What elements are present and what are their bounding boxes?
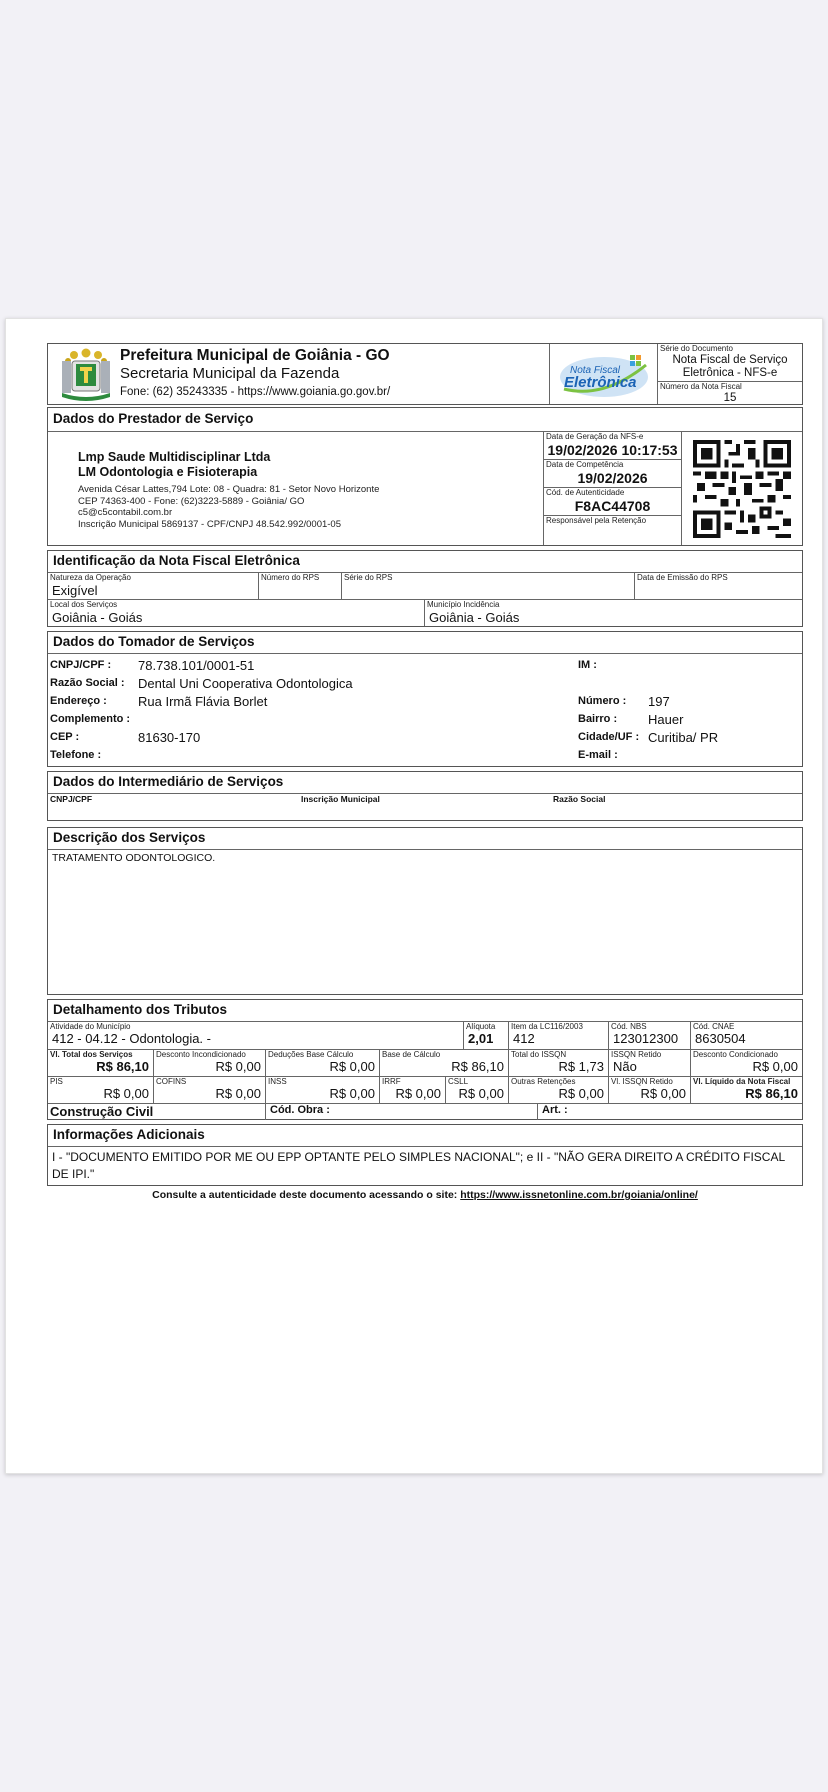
identificacao-title: Identificação da Nota Fiscal Eletrônica [48,551,802,573]
prestador-info: Lmp Saude Multidisciplinar Ltda LM Odontologia e Fisioterapia Avenida César Lattes,794 Lote: 08 - Quadra: 81 - Setor Novo Horizonte CEP 74363-400 - Fone: (62)3223-5889 - Goiânia/ GO c5@c5contabil.com.br Inscrição Municipal 5869137 - CPF/CNPJ 48.542.992/0001-05 [48,432,544,545]
prestador-title: Dados do Prestador de Serviço [48,408,802,432]
numero-nota: Número da Nota Fiscal 15 [660,382,742,404]
tomador-numero: 197 [648,693,670,709]
header-issuer [48,344,550,404]
goiania-crest-icon [58,347,114,401]
svg-text:Nota Fiscal: Nota Fiscal [569,365,620,376]
intermediario-title: Dados do Intermediário de Serviços [48,772,802,794]
data-geracao: 19/02/2026 10:17:53 [547,442,678,458]
descricao-text: TRATAMENTO ODONTOLOGICO. [52,852,216,864]
authenticity-footer: Consulte a autenticidade deste documento acessando o site: https://www.issnetonline.com.br/goiania/online/ [152,1189,698,1201]
descricao-title: Descrição dos Serviços [48,828,802,850]
cod-autenticidade: F8AC44708 [574,498,651,514]
aliquota: 2,01 [468,1031,494,1046]
total-issqn: R$ 1,73 [558,1059,604,1074]
informacoes-text: I - "DOCUMENTO EMITIDO POR ME OU EPP OPTANTE PELO SIMPLES NACIONAL"; e II - "NÃO GERA DIREITO A CRÉDITO FISCAL DE IPI." [52,1150,785,1181]
tomador-bairro: Hauer [648,711,684,727]
tributos-section: Detalhamento dos Tributos Atividade do Município 412 - 04.12 - Odontologia. - Alíquota 2,01 Item da LC116/2003 412 Cód. NBS 123012300 Cód. CNAE 8630504 Vl. Total dos Serviços R$ 86,10 Desconto Incondicionado R$ 0,00 Deduções Base Cálculo R$ 0,00 Base de Cálculo R$ 86,10 Total do ISSQN R$ 1,73 ISSQN Retido Não Desconto Condicionado R$ 0,00 PIS R$ 0,00 COFINS R$ 0,00 INSS R$ 0,00 IRRF R$ 0,00 CSLL R$ 0,00 Outras Retenções R$ 0,00 Vl. ISSQN Retido R$ 0,00 Vl. Líquido da Nota Fiscal R$ 86,10 Construção Civil Cód. Obra : Art. : [47,999,803,1120]
nfse-document [47,343,803,1201]
header-subtitle: Secretaria Municipal da Fazenda [120,365,340,382]
header-title: Prefeitura Municipal de Goiânia - GO [120,347,390,364]
informacoes-title: Informações Adicionais [48,1125,802,1147]
tomador-razao-social: Dental Uni Cooperativa Odontologica [138,675,353,691]
serie-documento: Série do Documento Nota Fiscal de Serviço Eletrônica - NFS-e [658,344,802,382]
prestador-dates: Data de Geração da NFS-e 19/02/2026 10:17:53 Data de Competência 19/02/2026 Cód. de Autenticidade F8AC44708 Responsável pela Retenção [544,432,682,545]
informacoes-section [47,1124,803,1186]
authenticity-link[interactable]: https://www.issnetonline.com.br/goiania/online/ [460,1189,698,1201]
tributos-title: Detalhamento dos Tributos [48,1000,802,1022]
svg-text:Eletrônica: Eletrônica [563,374,637,391]
header-contact: Fone: (62) 35243335 - https://www.goiania.go.gov.br/ [120,386,391,398]
atividade-municipio: 412 - 04.12 - Odontologia. - [52,1031,211,1046]
document-page [5,318,823,1474]
prestador-section [47,407,803,546]
tomador-title: Dados do Tomador de Serviços [48,632,802,654]
natureza-operacao: Exigível [52,583,98,598]
total-servicos: R$ 86,10 [96,1059,149,1074]
qr-code-icon [682,432,802,545]
nfe-logo-icon [550,344,658,404]
base-calculo: R$ 86,10 [451,1059,504,1074]
document-header [47,343,803,405]
municipio-incidencia: Goiânia - Goiás [429,610,520,625]
valor-liquido: R$ 86,10 [745,1086,798,1101]
tomador-endereco: Rua Irmã Flávia Borlet [138,693,268,709]
intermediario-section: Dados do Intermediário de Serviços CNPJ/CPF Inscrição Municipal Razão Social [47,771,803,821]
local-servicos: Goiânia - Goiás [52,610,143,625]
descricao-section [47,827,803,995]
tomador-cnpj: 78.738.101/0001-51 [138,657,255,673]
tomador-cidade: Curitiba/ PR [648,729,719,745]
tomador-cep: 81630-170 [138,729,201,745]
tomador-section: Dados do Tomador de Serviços CNPJ/CPF : 78.738.101/0001-51 IM : Razão Social : Dental Uni Cooperativa Odontologica Endereço : Rua Irmã Flávia Borlet Número : 197 Complemento : Bairro : Hauer CEP : 81630-170 Cidade/UF : Curitiba/ PR Telefone : E-mail : [47,631,803,767]
data-competencia: 19/02/2026 [577,470,648,486]
identificacao-section: Identificação da Nota Fiscal Eletrônica Natureza da Operação Exigível Número do RPS Série do RPS Data de Emissão do RPS Local dos Serviços Goiânia - Goiás Município Incidência Goiânia - Goiás [47,550,803,627]
